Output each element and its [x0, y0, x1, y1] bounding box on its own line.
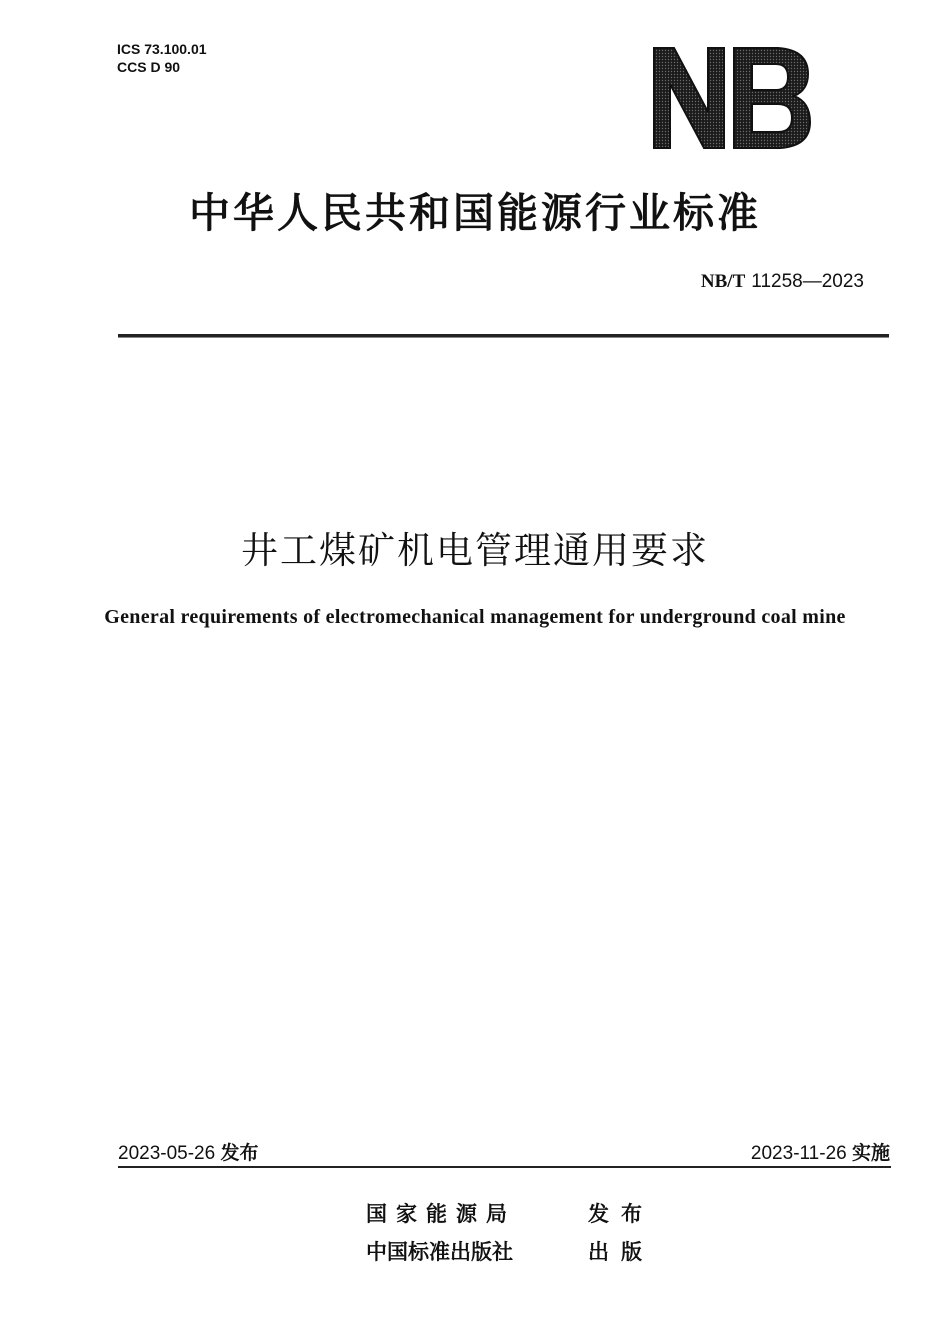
publisher-org: 中国标准出版社 — [366, 1240, 513, 1264]
publisher-row — [366, 1198, 654, 1228]
standard-category-title: 中华人民共和国能源行业标准 — [189, 189, 761, 237]
issue-date-label: 发布 — [220, 1142, 259, 1164]
classification-codes — [117, 40, 207, 76]
nb-logo — [652, 46, 812, 150]
implement-date-value: 2023-11-26 — [750, 1143, 847, 1164]
standard-number — [701, 270, 864, 293]
ccs-code: CCS D 90 — [117, 59, 181, 75]
publisher-org: 国家能源局 — [366, 1202, 516, 1226]
top-divider — [118, 334, 889, 338]
issue-date-value: 2023-05-26 — [118, 1143, 216, 1164]
implement-date — [751, 1138, 890, 1165]
document-title-en: General requirements of electromechanical management for underground coal mine — [104, 606, 846, 628]
publisher-row — [366, 1236, 654, 1266]
issue-date — [118, 1138, 259, 1165]
bottom-divider — [118, 1166, 891, 1168]
publisher-action: 出版 — [588, 1240, 654, 1264]
standard-number-value: 11258—2023 — [751, 271, 864, 292]
standard-number-prefix: NB/T — [700, 271, 746, 292]
implement-date-label: 实施 — [851, 1142, 890, 1164]
publisher-action: 发布 — [588, 1202, 654, 1226]
ics-code: ICS 73.100.01 — [117, 41, 207, 57]
document-title-cn: 井工煤矿机电管理通用要求 — [241, 529, 709, 572]
